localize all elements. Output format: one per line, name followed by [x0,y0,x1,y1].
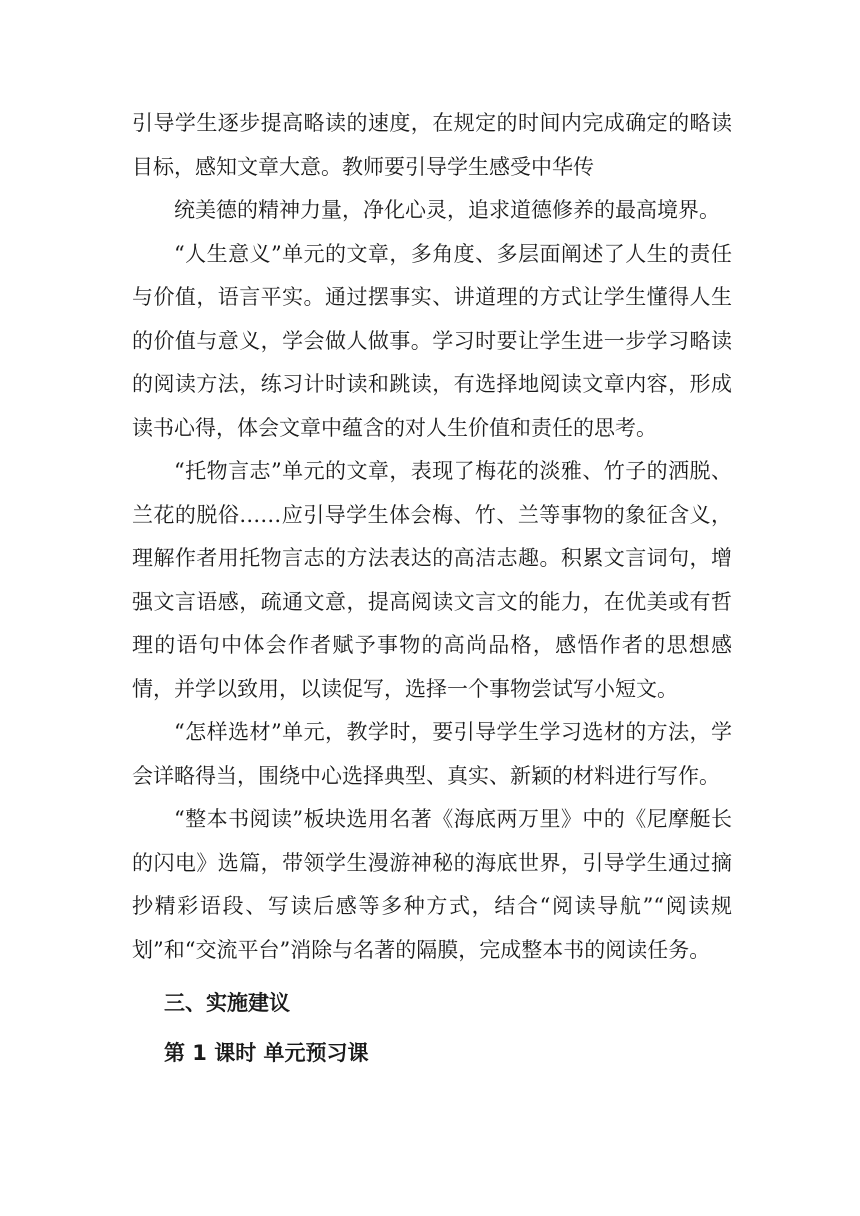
paragraph-life-meaning: “人生意义”单元的文章，多角度、多层面阐述了人生的责任与价值，语言平实。通过摆事实、讲道理的方式让学生懂得人生的价值与意义，学会做人做事。学习时要让学生进一步学习略读的阅读方法，练习计时读和跳读，有选择地阅读文章内容，形成读书心得，体会文章中蕴含的对人生价值和责任的思考。 [132,241,732,440]
paragraph-whole-book-reading: “整本书阅读”板块选用名著《海底两万里》中的《尼摩艇长的闪电》选篇，带领学生漫游神秘的海底世界，引导学生通过摘抄精彩语段、写读后感等多种方式，结合“阅读导航”“阅读规划”和“交流平台”消除与名著的隔膜，完成整本书的阅读任务。 [132,807,732,962]
document-body [132,102,732,1075]
section-heading: 三、实施建议 [164,991,290,1015]
paragraph-material-selection: “怎样选材”单元，教学时，要引导学生学习选材的方法，学会详略得当，围绕中心选择典型、真实、新颖的材料进行写作。 [132,720,732,788]
paragraph-continuation: 引导学生逐步提高略读的速度，在规定的时间内完成确定的略读目标，感知文章大意。教师要引导学生感受中华传 [132,111,732,179]
lesson-heading: 第 1 课时 单元预习课 [164,1040,369,1065]
paragraph-virtue: 统美德的精神力量，净化心灵，追求道德修养的最高境界。 [174,198,720,222]
paragraph-symbolism: “托物言志”单元的文章，表现了梅花的淡雅、竹子的洒脱、兰花的脱俗……应引导学生体会梅、竹、兰等事物的象征含义，理解作者用托物言志的方法表达的高洁志趣。积累文言词句，增强文言语感，疏通文意，提高阅读文言文的能力，在优美或有哲理的语句中体会作者赋予事物的高尚品格，感悟作者的思想感情，并学以致用，以读促写，选择一个事物尝试写小短文。 [132,459,732,701]
